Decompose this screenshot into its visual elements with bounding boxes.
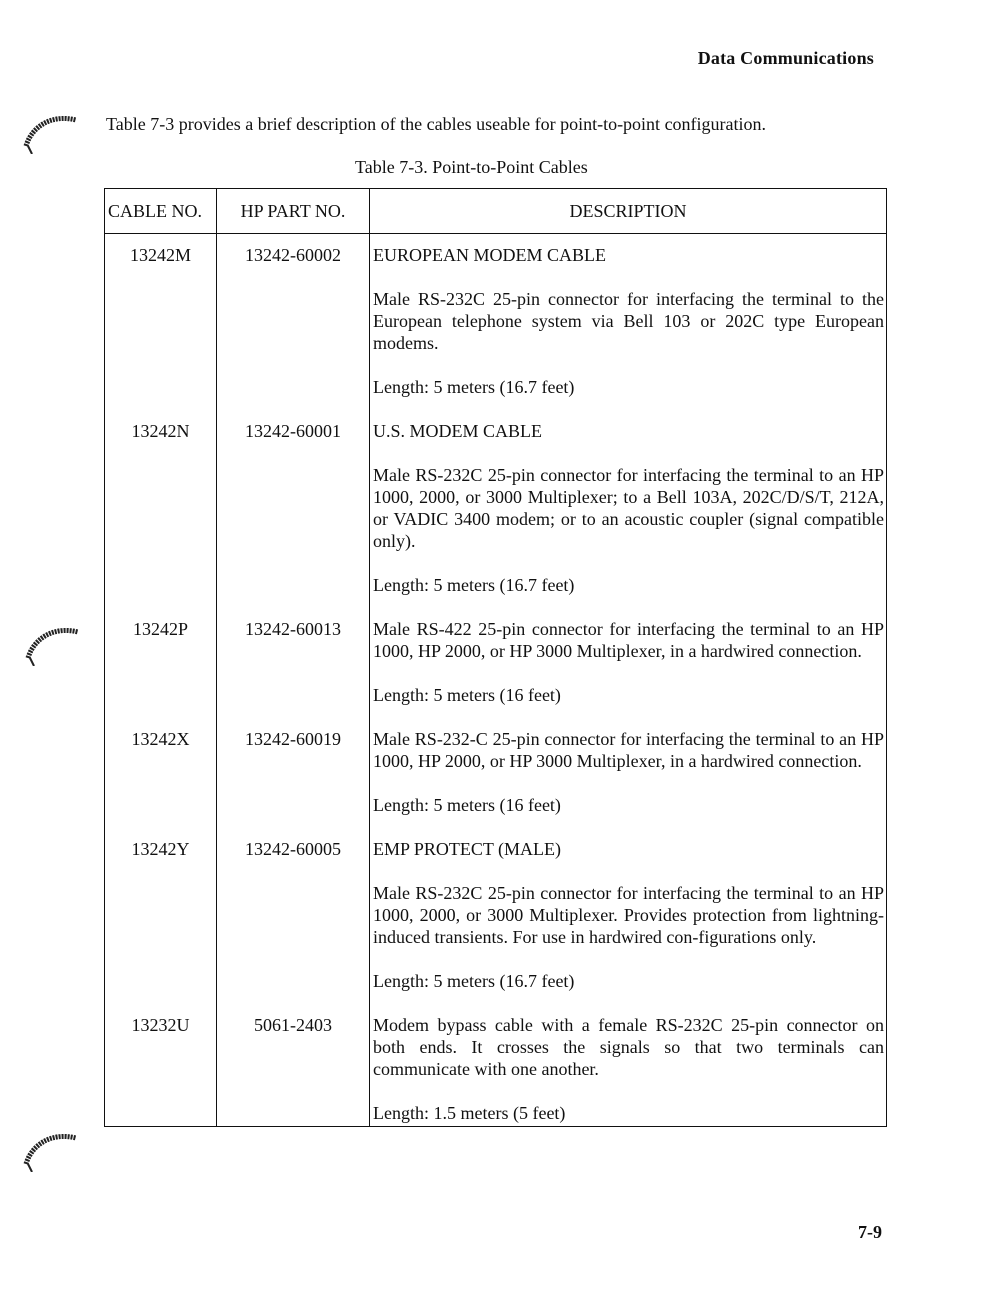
description-cell [370,838,887,1014]
description-cell [370,420,887,618]
table-row [105,618,887,728]
cable-number: 13242P [105,618,217,728]
cable-length: Length: 5 meters (16.7 feet) [373,971,575,991]
page-number: 7-9 [858,1222,882,1242]
cable-number: 13242N [105,420,217,618]
cable-description: Male RS-422 25-pin connector for interfacing the terminal to an HP 1000, HP 2000, or HP 3000 Multiplexer, in a hardwired connection. [373,619,884,661]
description-cell [370,234,887,421]
table-row [105,728,887,838]
cable-number: 13242X [105,728,217,838]
cable-description: Male RS-232C 25-pin connector for interfacing the terminal to an HP 1000, 2000, or 3000 Multiplexer; to a Bell 103A, 202C/D/S/T, 212A, or VADIC 3400 modem; or to an acoustic coupler (signal compatible only). [373,465,884,551]
cable-number: 13242Y [105,838,217,1014]
cable-title: EMP PROTECT (MALE) [373,839,562,859]
cable-title: U.S. MODEM CABLE [373,421,543,441]
table-header-row [105,189,887,234]
cable-title: EUROPEAN MODEM CABLE [373,245,607,265]
cable-description: Male RS-232-C 25-pin connector for interfacing the terminal to an HP 1000, HP 2000, or HP 3000 Multiplexer, in a hardwired connection. [373,729,884,771]
part-number: 13242-60019 [217,728,370,838]
table-row [105,234,887,421]
part-number: 5061-2403 [217,1014,370,1127]
cable-length: Length: 1.5 meters (5 feet) [373,1103,566,1123]
column-header-description: DESCRIPTION [370,189,887,234]
table-caption: Table 7-3. Point-to-Point Cables [355,157,588,177]
cable-length: Length: 5 meters (16.7 feet) [373,377,575,397]
description-cell [370,618,887,728]
binder-hole-mark-bottom [22,1124,82,1172]
description-cell [370,728,887,838]
table-row [105,1014,887,1127]
cable-length: Length: 5 meters (16 feet) [373,795,561,815]
cable-length: Length: 5 meters (16 feet) [373,685,561,705]
cable-number: 13242M [105,234,217,421]
cable-description: Male RS-232C 25-pin connector for interfacing the terminal to the European telephone system via Bell 103 or 202C type European modems. [373,289,884,353]
part-number: 13242-60005 [217,838,370,1014]
intro-paragraph: Table 7-3 provides a brief description of the cables useable for point-to-point configuration. [106,114,767,134]
point-to-point-cables-table [104,188,887,1127]
description-cell [370,1014,887,1127]
section-header: Data Communications [697,48,874,68]
column-header-hp-part-no: HP PART NO. [217,189,370,234]
column-header-cable-no: CABLE NO. [105,189,217,234]
part-number: 13242-60001 [217,420,370,618]
cable-description: Modem bypass cable with a female RS-232C 25-pin connector on both ends. It crosses the signals so that two terminals can communicate with one another. [373,1015,884,1079]
cable-description: Male RS-232C 25-pin connector for interfacing the terminal to an HP 1000, 2000, or 3000 Multiplexer. Provides protection from lightning-induced transients. For use in hardwired con-figurations only. [373,883,884,947]
table-row [105,838,887,1014]
cable-length: Length: 5 meters (16.7 feet) [373,575,575,595]
table-row [105,420,887,618]
binder-hole-mark-top [22,106,82,154]
cable-number: 13232U [105,1014,217,1127]
part-number: 13242-60013 [217,618,370,728]
part-number: 13242-60002 [217,234,370,421]
binder-hole-mark-middle [24,618,84,666]
